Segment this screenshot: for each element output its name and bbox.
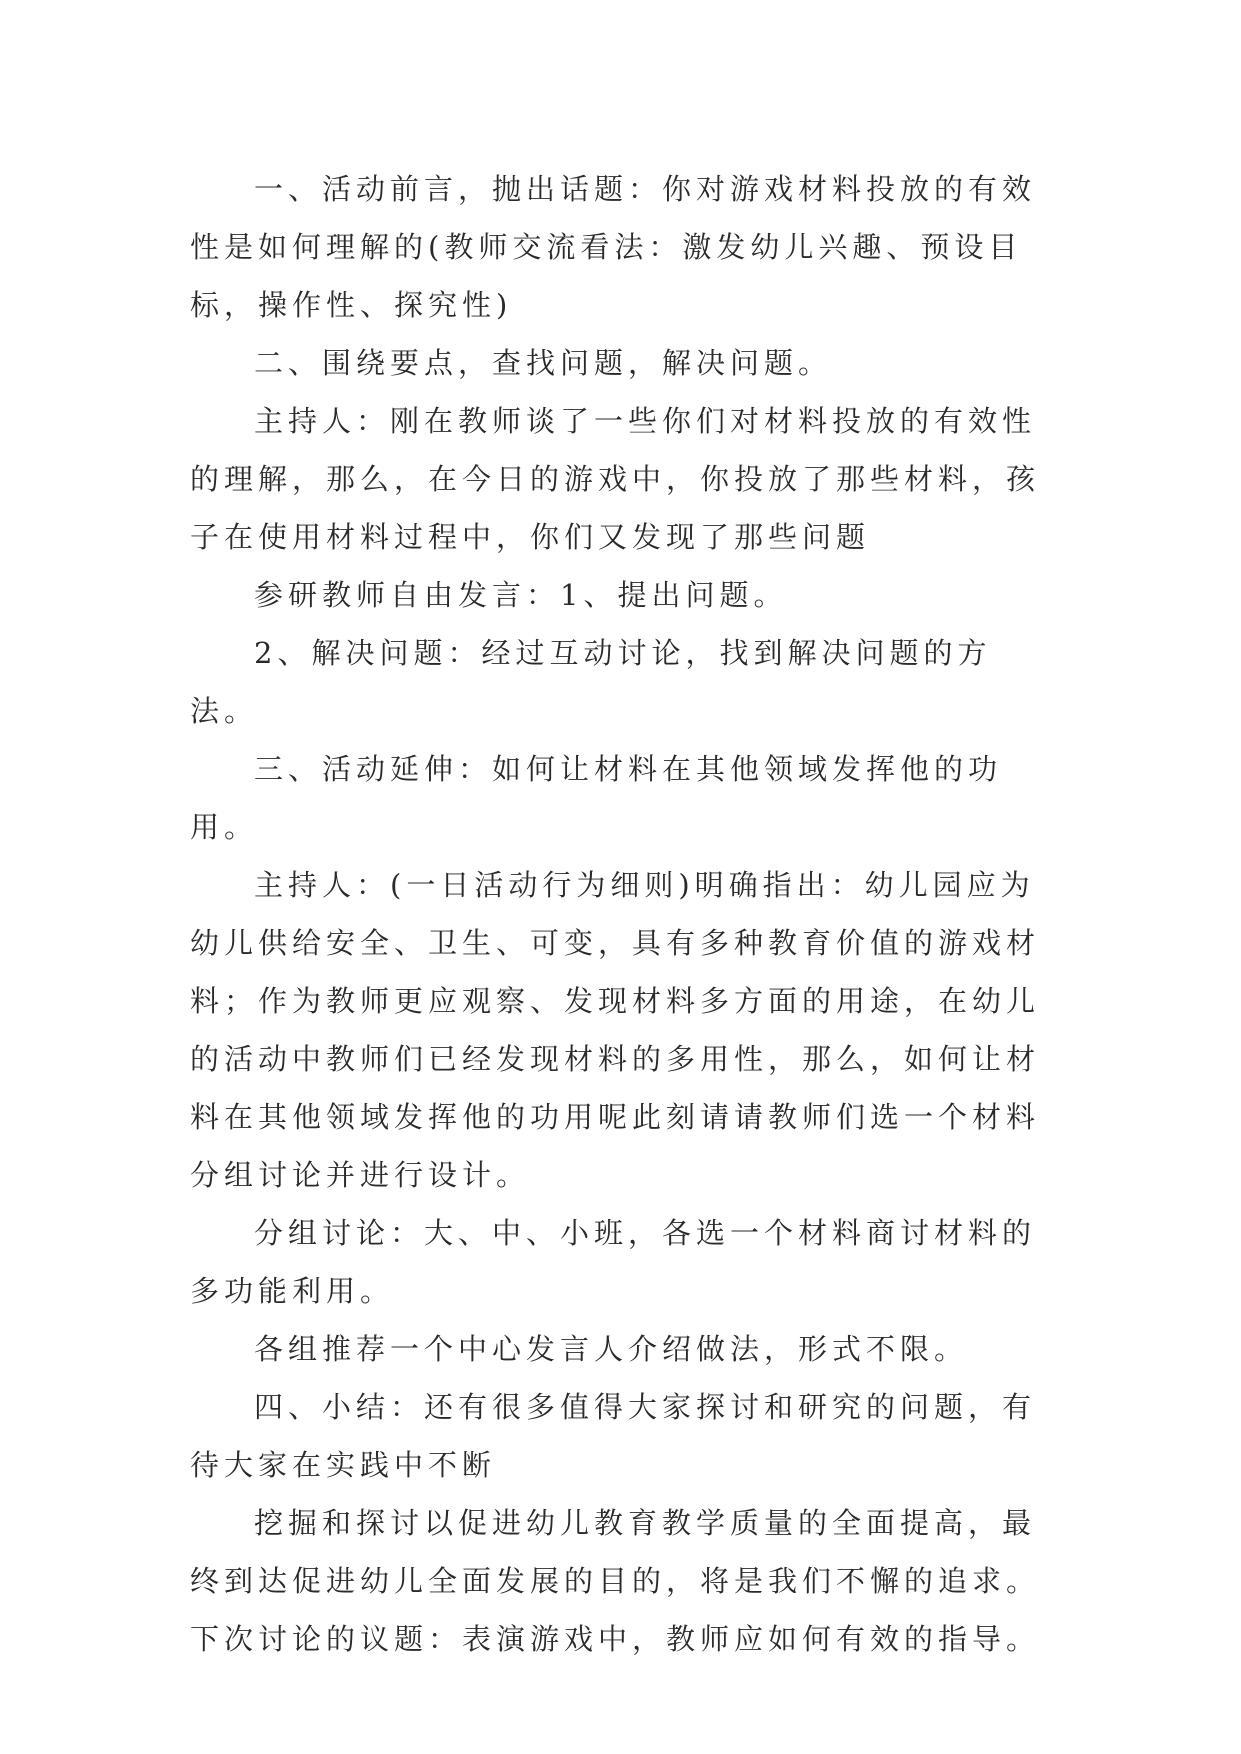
paragraph-closing: [190, 1494, 1050, 1668]
paragraph-group-speaker: [190, 1320, 1050, 1378]
text-line: 大家在实践中不断: [224, 1448, 497, 1482]
paragraph-section-three: [190, 740, 1050, 856]
text-line: 操作性、探究性): [258, 288, 513, 322]
text-line: 使用材料过程中，你们又发现了那些问题: [258, 520, 871, 554]
text-line: 各组推荐一个中心发言人介绍做法，形式不限。: [254, 1332, 969, 1366]
document-body: [190, 160, 1050, 1668]
text-line: 参研教师自由发言：1、提出问题。: [254, 578, 788, 612]
text-line: 功能利用。: [224, 1274, 395, 1308]
text-line: 二、围绕要点，查找问题，解决问题。: [254, 346, 833, 380]
paragraph-solve-problems: [190, 624, 1050, 740]
paragraph-host-guidelines: [190, 856, 1050, 1204]
text-line: 理解，那么，在今日的游戏中，你投放了那些材料，孩子在: [190, 462, 1041, 554]
text-line: 四、小结：还有很多值得大家探讨和研究的问题，有待: [190, 1390, 1037, 1482]
text-line: 挖掘和探讨以促进幼儿教育教学质量的全面提高，最终: [190, 1506, 1037, 1598]
text-line: 主持人：(一日活动行为细则)明确指出：幼儿园应为幼: [190, 868, 1035, 960]
paragraph-section-two: [190, 334, 1050, 392]
paragraph-summary: [190, 1378, 1050, 1494]
text-line: 儿供给安全、卫生、可变，具有多种教育价值的游戏材料；: [190, 926, 1041, 1018]
text-line: 到达促进幼儿全面发展的目的，将是我们不懈的追求。下次: [190, 1564, 1041, 1656]
text-line: 分组讨论：大、中、小班，各选一个材料商讨材料的多: [190, 1216, 1037, 1308]
text-line: 中教师们已经发现材料的多用性，那么，如何让材料在其他: [190, 1042, 1041, 1134]
paragraph-host-question: [190, 392, 1050, 566]
text-line: 三、活动延伸：如何让材料在其他领域发挥他的功用。: [190, 752, 1003, 844]
text-line: 是如何理解的(教师交流看法：激发幼儿兴趣、预设目标，: [190, 230, 1023, 322]
paragraph-teacher-speech: [190, 566, 1050, 624]
text-line: 一、活动前言，抛出话题：你对游戏材料投放的有效性: [190, 172, 1037, 264]
paragraph-activity-intro: [190, 160, 1050, 334]
text-line: 领域发挥他的功用呢此刻请请教师们选一个材料分组讨论: [190, 1100, 1041, 1192]
text-line: 讨论的议题：表演游戏中，教师应如何有效的指导。: [258, 1622, 1041, 1656]
paragraph-group-discussion: [190, 1204, 1050, 1320]
text-line: 作为教师更应观察、发现材料多方面的用途，在幼儿的活动: [190, 984, 1041, 1076]
text-line: 并进行设计。: [326, 1158, 531, 1192]
text-line: 2、解决问题：经过互动讨论，找到解决问题的方法。: [190, 636, 992, 728]
text-line: 主持人：刚在教师谈了一些你们对材料投放的有效性的: [190, 404, 1037, 496]
